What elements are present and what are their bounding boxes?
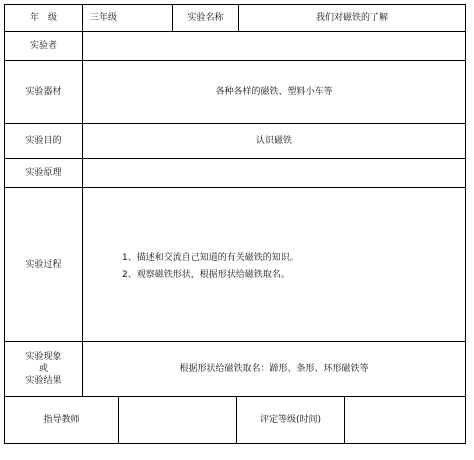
experiment-name-label: 实验名称 (187, 13, 224, 23)
rating-label: 评定等级(时间) (259, 415, 322, 425)
experimenter-label: 实验者 (29, 41, 57, 51)
phenomenon-label-line: 实验结果 (25, 376, 62, 386)
phenomenon-value: 根据形状给磁铁取名：蹄形、条形、环形磁铁等 (179, 364, 369, 374)
principle-label: 实验原理 (25, 168, 62, 178)
experimenter-value (83, 32, 465, 60)
experiment-name-value: 我们对磁铁的了解 (315, 13, 388, 23)
phenomenon-label-line: 或 (38, 364, 48, 374)
teacher-label: 指导教师 (43, 415, 80, 425)
process-step: 2、观察磁铁形状，根据形状给磁铁取名。 (122, 270, 290, 280)
process-label: 实验过程 (25, 259, 62, 270)
principle-value (83, 159, 465, 187)
table-border-bottom (4, 443, 466, 444)
rating-value (345, 397, 465, 443)
materials-value: 各种各样的磁铁、塑料小车等 (215, 87, 333, 97)
grade-label: 年 级 (29, 13, 57, 23)
materials-label: 实验器材 (25, 87, 62, 97)
phenomenon-label-line: 实验现象 (25, 352, 62, 362)
purpose-label: 实验目的 (25, 136, 62, 146)
table-border-right (465, 4, 466, 444)
process-steps (122, 250, 299, 284)
teacher-value (119, 397, 236, 443)
process-step: 1、描述和交流自己知道的有关磁铁的知识。 (122, 253, 299, 263)
phenomenon-label (5, 342, 82, 396)
purpose-value: 认识磁铁 (255, 136, 292, 146)
grade-value: 三年级 (90, 13, 118, 23)
